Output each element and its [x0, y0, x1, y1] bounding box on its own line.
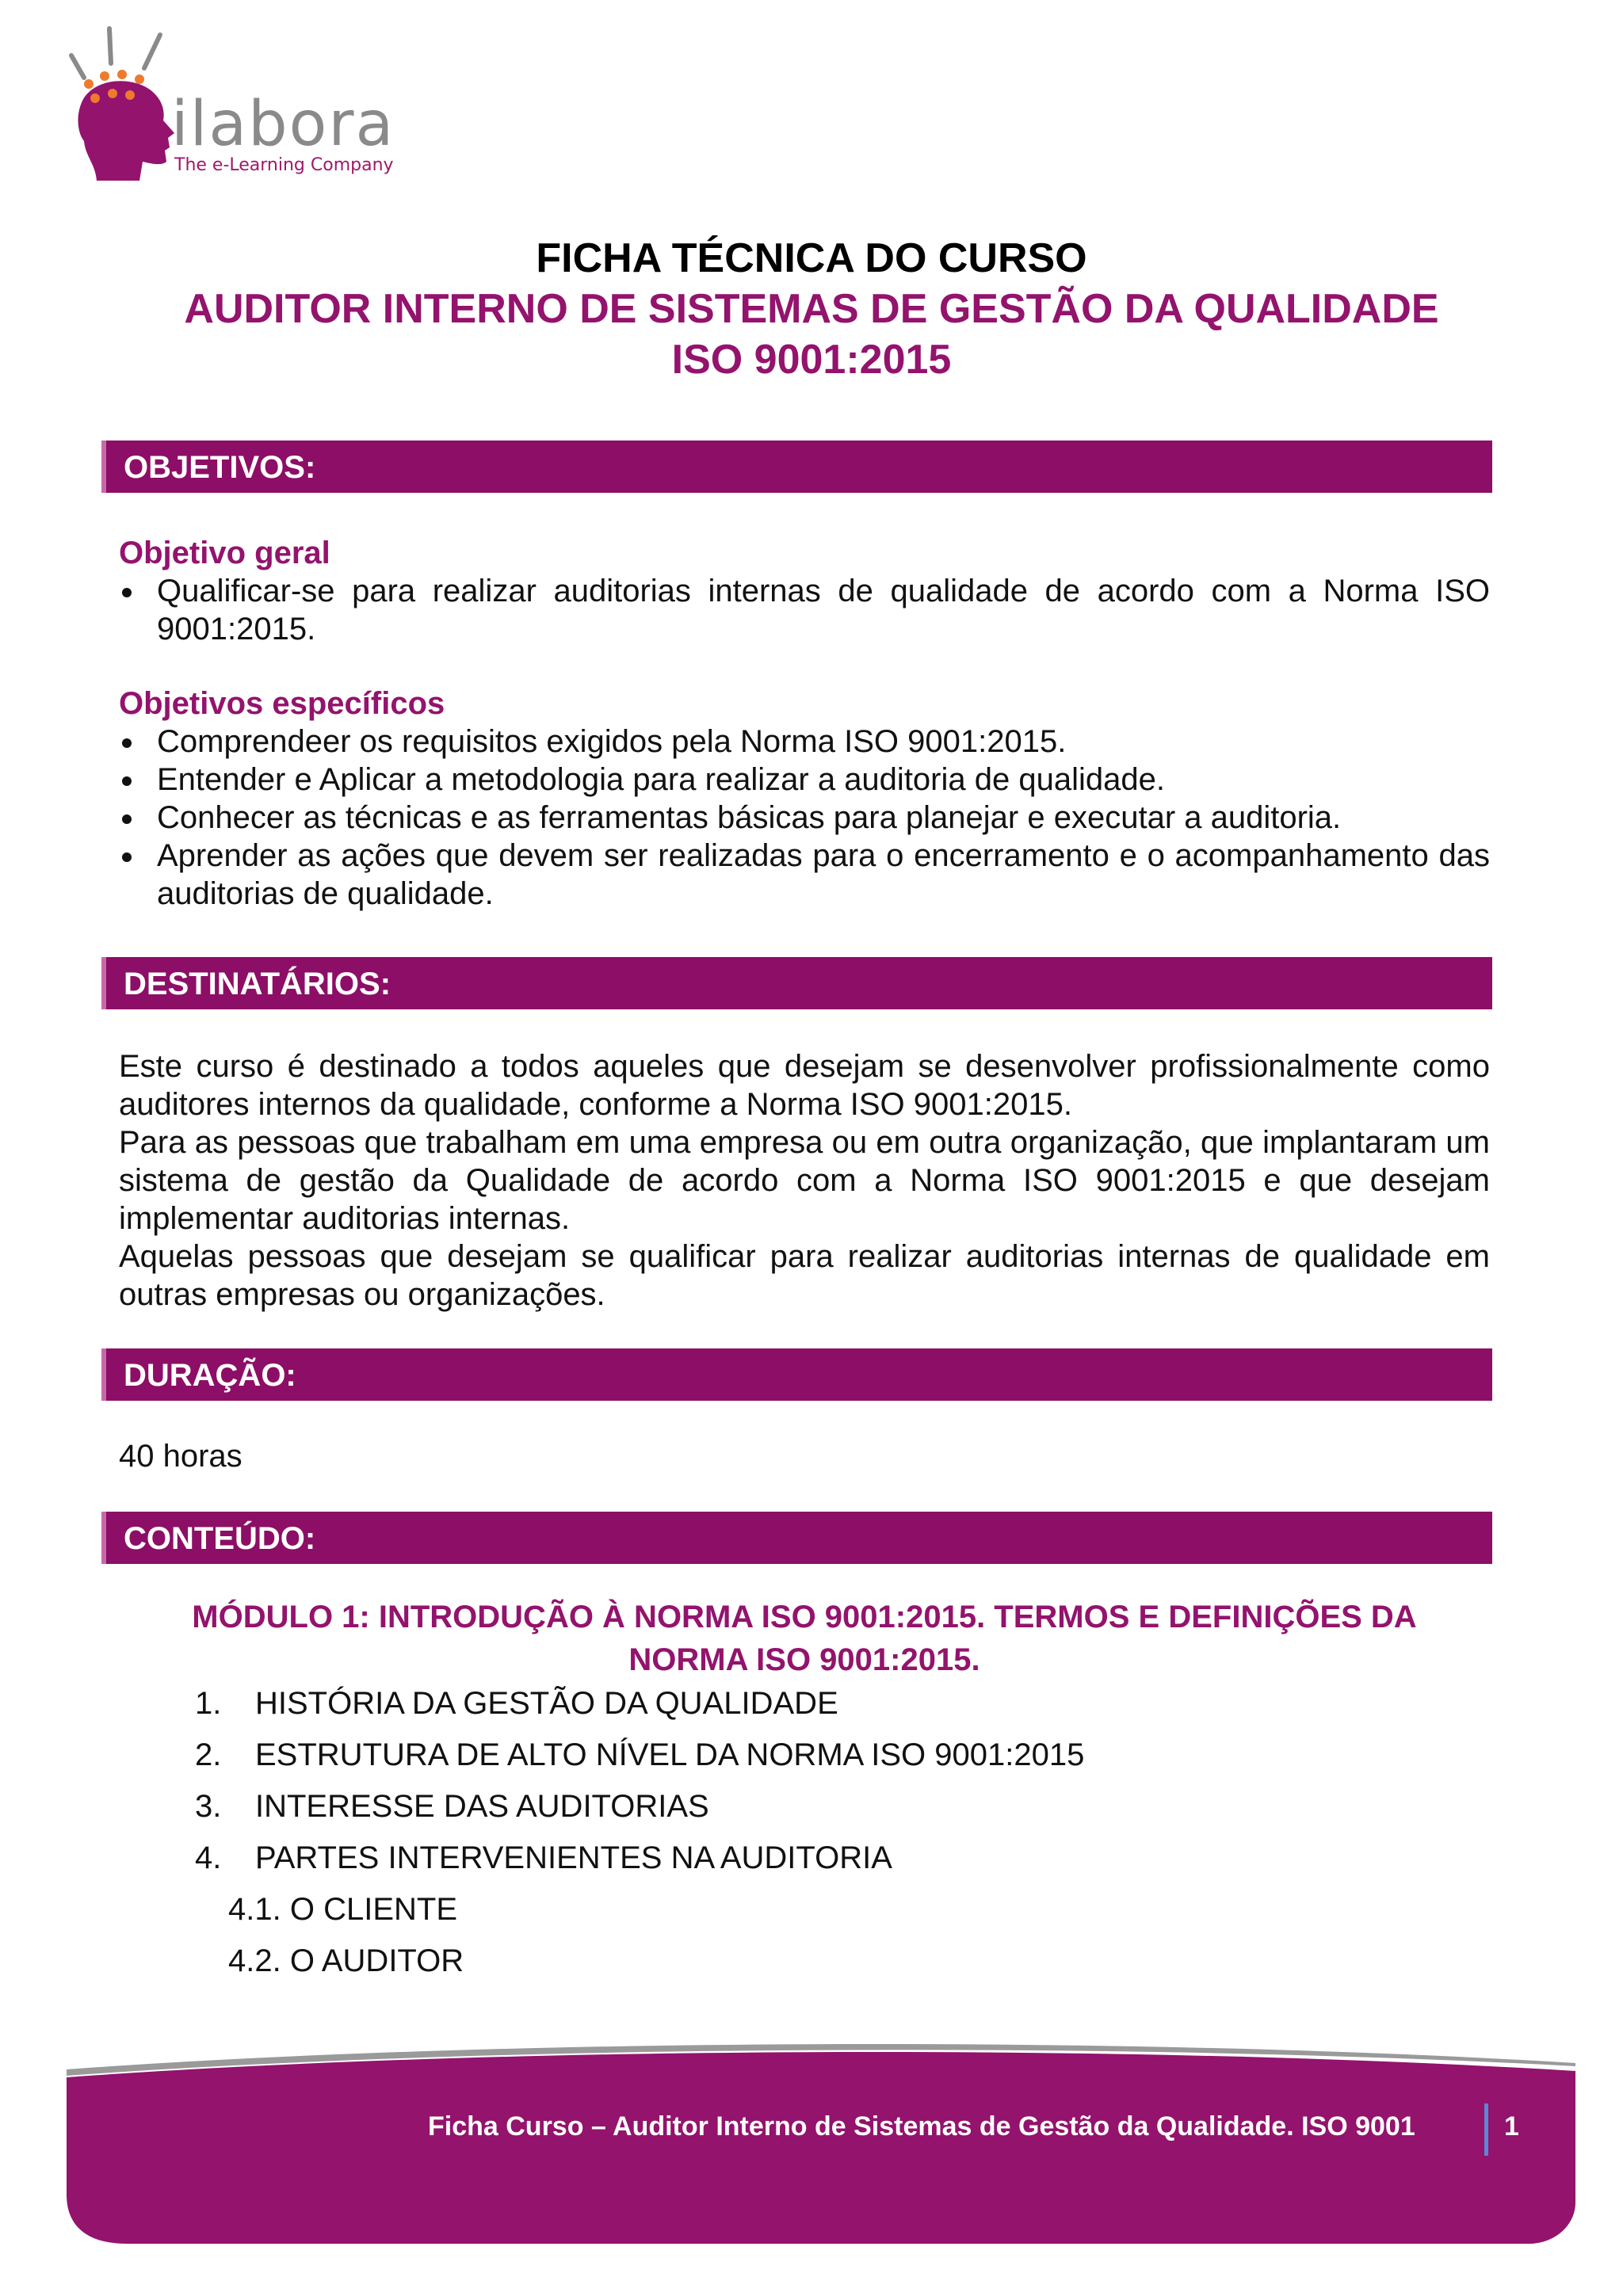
destinatarios-paragraph: Para as pessoas que trabalham em uma empresa ou em outra organização, que implantaram um sistema de gestão da Qualidade de acordo com a Norma ISO 9001:2015 e que desejam implementar auditorias internas. [119, 1125, 1490, 1236]
item-text: ESTRUTURA DE ALTO NÍVEL DA NORMA ISO 9001:2015 [255, 1737, 1085, 1772]
module-1-title [119, 1596, 1490, 1681]
document-title: FICHA TÉCNICA DO CURSO [536, 235, 1087, 281]
objetivos-content [119, 534, 1490, 913]
logo-tagline: The e-Learning Company [174, 155, 394, 175]
item-text: PARTES INTERVENIENTES NA AUDITORIA [255, 1840, 892, 1875]
section-header-objetivos: OBJETIVOS: [101, 441, 1492, 493]
list-subitem [195, 1939, 1084, 1990]
item-number: 1. [195, 1686, 222, 1721]
list-subitem [195, 1887, 1084, 1939]
ilabora-logo [63, 22, 412, 189]
destinatarios-content [119, 1047, 1490, 1314]
footer-separator [1484, 2103, 1488, 2156]
objetivos-especificos-heading: Objetivos específicos [119, 686, 445, 721]
logo-wordmark: ilabora [171, 89, 395, 160]
module-title-line-2: NORMA ISO 9001:2015. [628, 1642, 980, 1677]
subitem-number: 4.1. [228, 1892, 281, 1927]
list-item: Comprendeer os requisitos exigidos pela Norma ISO 9001:2015. [119, 723, 1490, 761]
list-item [195, 1733, 1084, 1784]
duracao-value: 40 horas [119, 1439, 242, 1474]
footer-document-title: Ficha Curso – Auditor Interno de Sistemas de Gestão da Qualidade. ISO 9001 [428, 2111, 1415, 2142]
list-item [195, 1681, 1084, 1733]
section-header-destinatarios: DESTINATÁRIOS: [101, 957, 1492, 1009]
item-text: HISTÓRIA DA GESTÃO DA QUALIDADE [255, 1686, 838, 1721]
item-text: INTERESSE DAS AUDITORIAS [255, 1789, 709, 1824]
objetivo-geral-heading: Objetivo geral [119, 536, 330, 570]
list-item [195, 1836, 1084, 1887]
objetivos-especificos-list [119, 723, 1490, 913]
module-1-topic-list [195, 1681, 1084, 1990]
destinatarios-paragraph: Este curso é destinado a todos aqueles que desejam se desenvolver profissionalmente como auditores internos da qualidade, conforme a Norma ISO 9001:2015. [119, 1049, 1490, 1122]
section-header-conteudo: CONTEÚDO: [101, 1512, 1492, 1564]
list-item: Entender e Aplicar a metodologia para realizar a auditoria de qualidade. [119, 761, 1490, 799]
page-number: 1 [1504, 2111, 1519, 2142]
footer-band [0, 2028, 1623, 2296]
list-item [195, 1784, 1084, 1836]
list-item: Aprender as ações que devem ser realizadas para o encerramento e o acompanhamento das auditorias de qualidade. [119, 837, 1490, 913]
list-item: Conhecer as técnicas e as ferramentas básicas para planejar e executar a auditoria. [119, 799, 1490, 837]
subitem-text: O CLIENTE [289, 1892, 457, 1927]
item-number: 4. [195, 1840, 222, 1875]
list-item: Qualificar-se para realizar auditorias internas de qualidade de acordo com a Norma ISO 9001:2015. [119, 572, 1490, 648]
course-title-line-1: AUDITOR INTERNO DE SISTEMAS DE GESTÃO DA QUALIDADE [184, 286, 1439, 332]
item-number: 3. [195, 1789, 222, 1824]
objetivo-geral-list [119, 572, 1490, 648]
subitem-number: 4.2. [228, 1943, 281, 1978]
module-title-line-1: MÓDULO 1: INTRODUÇÃO À NORMA ISO 9001:2015. TERMOS E DEFINIÇÕES DA [192, 1600, 1417, 1634]
item-number: 2. [195, 1737, 222, 1772]
subitem-text: O AUDITOR [289, 1943, 464, 1978]
course-title-line-2: ISO 9001:2015 [671, 337, 952, 383]
destinatarios-paragraph: Aquelas pessoas que desejam se qualificar para realizar auditorias internas de qualidade em outras empresas ou organizações. [119, 1239, 1490, 1312]
page-title-block [0, 233, 1623, 385]
section-header-duracao: DURAÇÃO: [101, 1348, 1492, 1401]
